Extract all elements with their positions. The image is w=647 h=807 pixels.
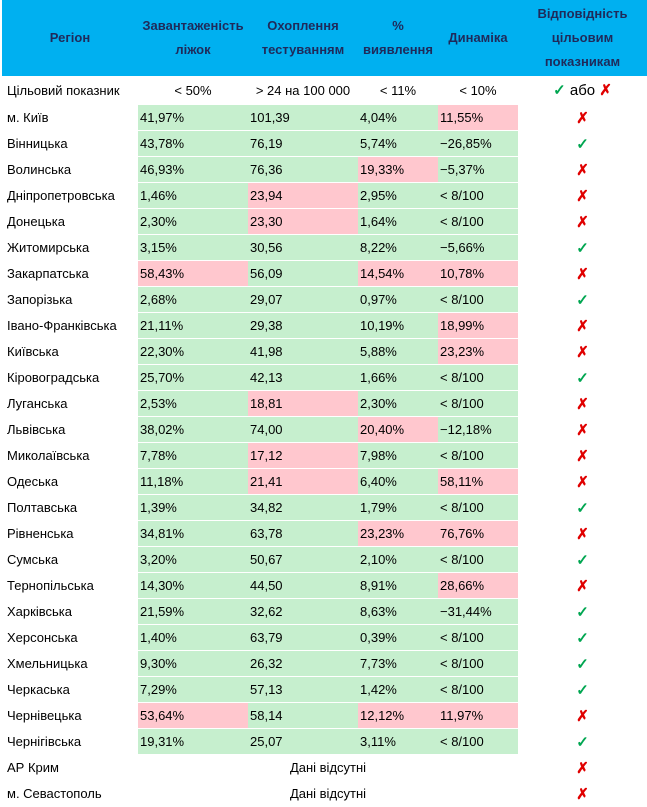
check-icon: ✓ (576, 499, 589, 517)
cell-region: Волинська (2, 157, 138, 183)
cell-region: Черкаська (2, 677, 138, 703)
check-icon: ✓ (576, 655, 589, 673)
cell-beds: 22,30% (138, 339, 248, 365)
cell-compliance (518, 235, 647, 261)
cell-detection: 19,33% (358, 157, 438, 183)
header-compliance: Відповідність цільовим показникам (518, 0, 647, 76)
cell-region: Запорізька (2, 287, 138, 313)
cell-dynamics: < 8/100 (438, 547, 518, 573)
cell-testing: 74,00 (248, 417, 358, 443)
table-row (2, 365, 647, 391)
cell-compliance (518, 313, 647, 339)
cell-compliance (518, 547, 647, 573)
cell-beds: 21,11% (138, 313, 248, 339)
cell-testing: 23,94 (248, 183, 358, 209)
target-label: Цільовий показник (2, 76, 138, 105)
cell-detection: 10,19% (358, 313, 438, 339)
cell-dynamics: < 8/100 (438, 183, 518, 209)
cell-beds: 1,40% (138, 625, 248, 651)
cross-icon: ✗ (576, 707, 589, 725)
cell-beds: 3,20% (138, 547, 248, 573)
cell-compliance (518, 209, 647, 235)
cell-compliance (518, 495, 647, 521)
cell-beds: 2,68% (138, 287, 248, 313)
cell-beds: 2,53% (138, 391, 248, 417)
cell-testing: 76,19 (248, 131, 358, 157)
legend-or-text: або (569, 82, 596, 99)
cell-dynamics: < 8/100 (438, 677, 518, 703)
table-row (2, 547, 647, 573)
cell-beds: 46,93% (138, 157, 248, 183)
cell-testing: 101,39 (248, 105, 358, 131)
cell-compliance (518, 157, 647, 183)
target-testing: > 24 на 100 000 (248, 76, 358, 105)
cell-dynamics: < 8/100 (438, 625, 518, 651)
table-row (2, 261, 647, 287)
cell-dynamics: 10,78% (438, 261, 518, 287)
cell-dynamics: −12,18% (438, 417, 518, 443)
cross-icon: ✗ (576, 317, 589, 335)
cell-dynamics: < 8/100 (438, 443, 518, 469)
cell-testing: 58,14 (248, 703, 358, 729)
cell-dynamics: < 8/100 (438, 209, 518, 235)
cell-dynamics: < 8/100 (438, 729, 518, 755)
cell-region: Вінницька (2, 131, 138, 157)
table-row (2, 625, 647, 651)
check-icon: ✓ (576, 733, 589, 751)
cell-detection: 6,40% (358, 469, 438, 495)
cell-testing: 17,12 (248, 443, 358, 469)
cell-beds: 53,64% (138, 703, 248, 729)
cell-dynamics: 11,55% (438, 105, 518, 131)
target-compliance-legend (518, 76, 647, 105)
cell-compliance (518, 365, 647, 391)
cell-beds: 2,30% (138, 209, 248, 235)
cell-testing: 41,98 (248, 339, 358, 365)
check-icon: ✓ (576, 369, 589, 387)
table-row (2, 105, 647, 131)
table-row (2, 521, 647, 547)
table-row (2, 495, 647, 521)
header-row (2, 0, 647, 76)
cell-beds: 1,39% (138, 495, 248, 521)
cell-compliance (518, 183, 647, 209)
cell-testing: 63,78 (248, 521, 358, 547)
header-beds: Завантаженість ліжок (138, 0, 248, 76)
cell-compliance (518, 469, 647, 495)
cell-testing: 63,79 (248, 625, 358, 651)
check-icon: ✓ (576, 681, 589, 699)
cell-testing: 29,07 (248, 287, 358, 313)
cell-compliance (518, 131, 647, 157)
cell-region: Чернігівська (2, 729, 138, 755)
cell-beds: 1,46% (138, 183, 248, 209)
cell-testing: 34,82 (248, 495, 358, 521)
cell-compliance (518, 261, 647, 287)
cell-region: Рівненська (2, 521, 138, 547)
cell-detection: 7,73% (358, 651, 438, 677)
target-row (2, 76, 647, 105)
table-row (2, 339, 647, 365)
cell-region: Хмельницька (2, 651, 138, 677)
table-row (2, 417, 647, 443)
cell-testing: 50,67 (248, 547, 358, 573)
cell-detection: 12,12% (358, 703, 438, 729)
cell-detection: 0,39% (358, 625, 438, 651)
cell-testing: 42,13 (248, 365, 358, 391)
table-row (2, 599, 647, 625)
cross-icon: ✗ (576, 525, 589, 543)
target-dynamics: < 10% (438, 76, 518, 105)
target-detection: < 11% (358, 76, 438, 105)
cell-dynamics: −26,85% (438, 131, 518, 157)
cell-compliance (518, 625, 647, 651)
cell-beds: 38,02% (138, 417, 248, 443)
cell-dynamics: < 8/100 (438, 495, 518, 521)
cell-region: АР Крим (2, 755, 138, 781)
cell-detection: 2,30% (358, 391, 438, 417)
cell-region: Дніпропетровська (2, 183, 138, 209)
cross-icon: ✗ (576, 109, 589, 127)
cell-dynamics: 11,97% (438, 703, 518, 729)
cell-dynamics: −31,44% (438, 599, 518, 625)
cross-icon: ✗ (576, 759, 589, 777)
cross-icon: ✗ (576, 187, 589, 205)
cross-icon: ✗ (599, 82, 612, 99)
cell-dynamics: 18,99% (438, 313, 518, 339)
cell-detection: 3,11% (358, 729, 438, 755)
cell-region: Сумська (2, 547, 138, 573)
cell-compliance (518, 287, 647, 313)
table-row (2, 183, 647, 209)
cross-icon: ✗ (576, 213, 589, 231)
cell-region: Луганська (2, 391, 138, 417)
cell-region: Житомирська (2, 235, 138, 261)
region-compliance-table (2, 0, 647, 807)
cross-icon: ✗ (576, 395, 589, 413)
cell-dynamics: < 8/100 (438, 391, 518, 417)
cell-dynamics: 23,23% (438, 339, 518, 365)
cell-dynamics: 76,76% (438, 521, 518, 547)
table-row (2, 209, 647, 235)
cell-region: Харківська (2, 599, 138, 625)
cell-region: Миколаївська (2, 443, 138, 469)
table-row (2, 703, 647, 729)
cell-testing: 25,07 (248, 729, 358, 755)
cell-detection: 2,10% (358, 547, 438, 573)
table-row (2, 677, 647, 703)
cell-region: Івано-Франківська (2, 313, 138, 339)
header-region: Регіон (2, 0, 138, 76)
cell-region: Тернопільська (2, 573, 138, 599)
cell-detection: 0,97% (358, 287, 438, 313)
cross-icon: ✗ (576, 161, 589, 179)
cell-no-data: Дані відсутні (138, 755, 518, 781)
cell-compliance (518, 521, 647, 547)
cell-compliance (518, 755, 647, 781)
cell-beds: 41,97% (138, 105, 248, 131)
check-icon: ✓ (576, 135, 589, 153)
cross-icon: ✗ (576, 421, 589, 439)
cell-beds: 7,78% (138, 443, 248, 469)
table-row (2, 287, 647, 313)
cell-region: м. Севастополь (2, 781, 138, 807)
cell-detection: 5,88% (358, 339, 438, 365)
cross-icon: ✗ (576, 785, 589, 803)
cross-icon: ✗ (576, 577, 589, 595)
cell-dynamics: −5,37% (438, 157, 518, 183)
cell-region: Львівська (2, 417, 138, 443)
cell-no-data: Дані відсутні (138, 781, 518, 807)
table-row (2, 443, 647, 469)
cell-compliance (518, 599, 647, 625)
cell-detection: 1,42% (358, 677, 438, 703)
cell-testing: 56,09 (248, 261, 358, 287)
check-icon: ✓ (576, 291, 589, 309)
cross-icon: ✗ (576, 473, 589, 491)
cell-testing: 57,13 (248, 677, 358, 703)
cell-compliance (518, 417, 647, 443)
cell-dynamics: 28,66% (438, 573, 518, 599)
table-row (2, 573, 647, 599)
cell-dynamics: < 8/100 (438, 365, 518, 391)
cell-dynamics: < 8/100 (438, 651, 518, 677)
cell-detection: 1,64% (358, 209, 438, 235)
cell-testing: 44,50 (248, 573, 358, 599)
cell-compliance (518, 573, 647, 599)
cell-beds: 25,70% (138, 365, 248, 391)
cell-detection: 20,40% (358, 417, 438, 443)
cell-beds: 21,59% (138, 599, 248, 625)
cell-compliance (518, 105, 647, 131)
cell-dynamics: < 8/100 (438, 287, 518, 313)
cell-detection: 4,04% (358, 105, 438, 131)
cell-compliance (518, 391, 647, 417)
cell-detection: 2,95% (358, 183, 438, 209)
cell-testing: 26,32 (248, 651, 358, 677)
table-row (2, 131, 647, 157)
cell-compliance (518, 443, 647, 469)
cell-compliance (518, 339, 647, 365)
header-dynamics: Динаміка (438, 0, 518, 76)
table-row (2, 157, 647, 183)
check-icon: ✓ (576, 629, 589, 647)
cell-region: Одеська (2, 469, 138, 495)
table-row (2, 651, 647, 677)
table-row-missing (2, 781, 647, 807)
cross-icon: ✗ (576, 447, 589, 465)
check-icon: ✓ (553, 82, 566, 99)
table-row (2, 729, 647, 755)
cell-compliance (518, 677, 647, 703)
cell-detection: 23,23% (358, 521, 438, 547)
cell-detection: 7,98% (358, 443, 438, 469)
target-beds: < 50% (138, 76, 248, 105)
check-icon: ✓ (576, 603, 589, 621)
cell-beds: 58,43% (138, 261, 248, 287)
cell-beds: 43,78% (138, 131, 248, 157)
cell-region: Закарпатська (2, 261, 138, 287)
table-row (2, 469, 647, 495)
cell-compliance (518, 781, 647, 807)
cell-beds: 11,18% (138, 469, 248, 495)
cell-beds: 9,30% (138, 651, 248, 677)
cell-testing: 30,56 (248, 235, 358, 261)
cell-detection: 5,74% (358, 131, 438, 157)
check-icon: ✓ (576, 239, 589, 257)
cell-testing: 18,81 (248, 391, 358, 417)
cell-region: Чернівецька (2, 703, 138, 729)
cell-detection: 8,63% (358, 599, 438, 625)
cell-region: Кіровоградська (2, 365, 138, 391)
cell-compliance (518, 729, 647, 755)
cell-detection: 1,79% (358, 495, 438, 521)
cell-region: Полтавська (2, 495, 138, 521)
cell-testing: 32,62 (248, 599, 358, 625)
cell-detection: 1,66% (358, 365, 438, 391)
cell-testing: 21,41 (248, 469, 358, 495)
table-row-missing (2, 755, 647, 781)
cell-region: Донецька (2, 209, 138, 235)
cell-beds: 7,29% (138, 677, 248, 703)
cell-beds: 14,30% (138, 573, 248, 599)
table-row (2, 391, 647, 417)
cell-beds: 3,15% (138, 235, 248, 261)
cell-compliance (518, 703, 647, 729)
table-row (2, 313, 647, 339)
cell-detection: 14,54% (358, 261, 438, 287)
cross-icon: ✗ (576, 343, 589, 361)
cell-testing: 23,30 (248, 209, 358, 235)
cell-beds: 34,81% (138, 521, 248, 547)
cell-region: м. Київ (2, 105, 138, 131)
cell-beds: 19,31% (138, 729, 248, 755)
cell-detection: 8,22% (358, 235, 438, 261)
cell-region: Херсонська (2, 625, 138, 651)
header-detection: % виявлення (358, 0, 438, 76)
cell-testing: 29,38 (248, 313, 358, 339)
cell-dynamics: 58,11% (438, 469, 518, 495)
table-row (2, 235, 647, 261)
check-icon: ✓ (576, 551, 589, 569)
cell-dynamics: −5,66% (438, 235, 518, 261)
header-testing: Охоплення тестуванням (248, 0, 358, 76)
cell-compliance (518, 651, 647, 677)
cell-detection: 8,91% (358, 573, 438, 599)
cross-icon: ✗ (576, 265, 589, 283)
cell-region: Київська (2, 339, 138, 365)
cell-testing: 76,36 (248, 157, 358, 183)
